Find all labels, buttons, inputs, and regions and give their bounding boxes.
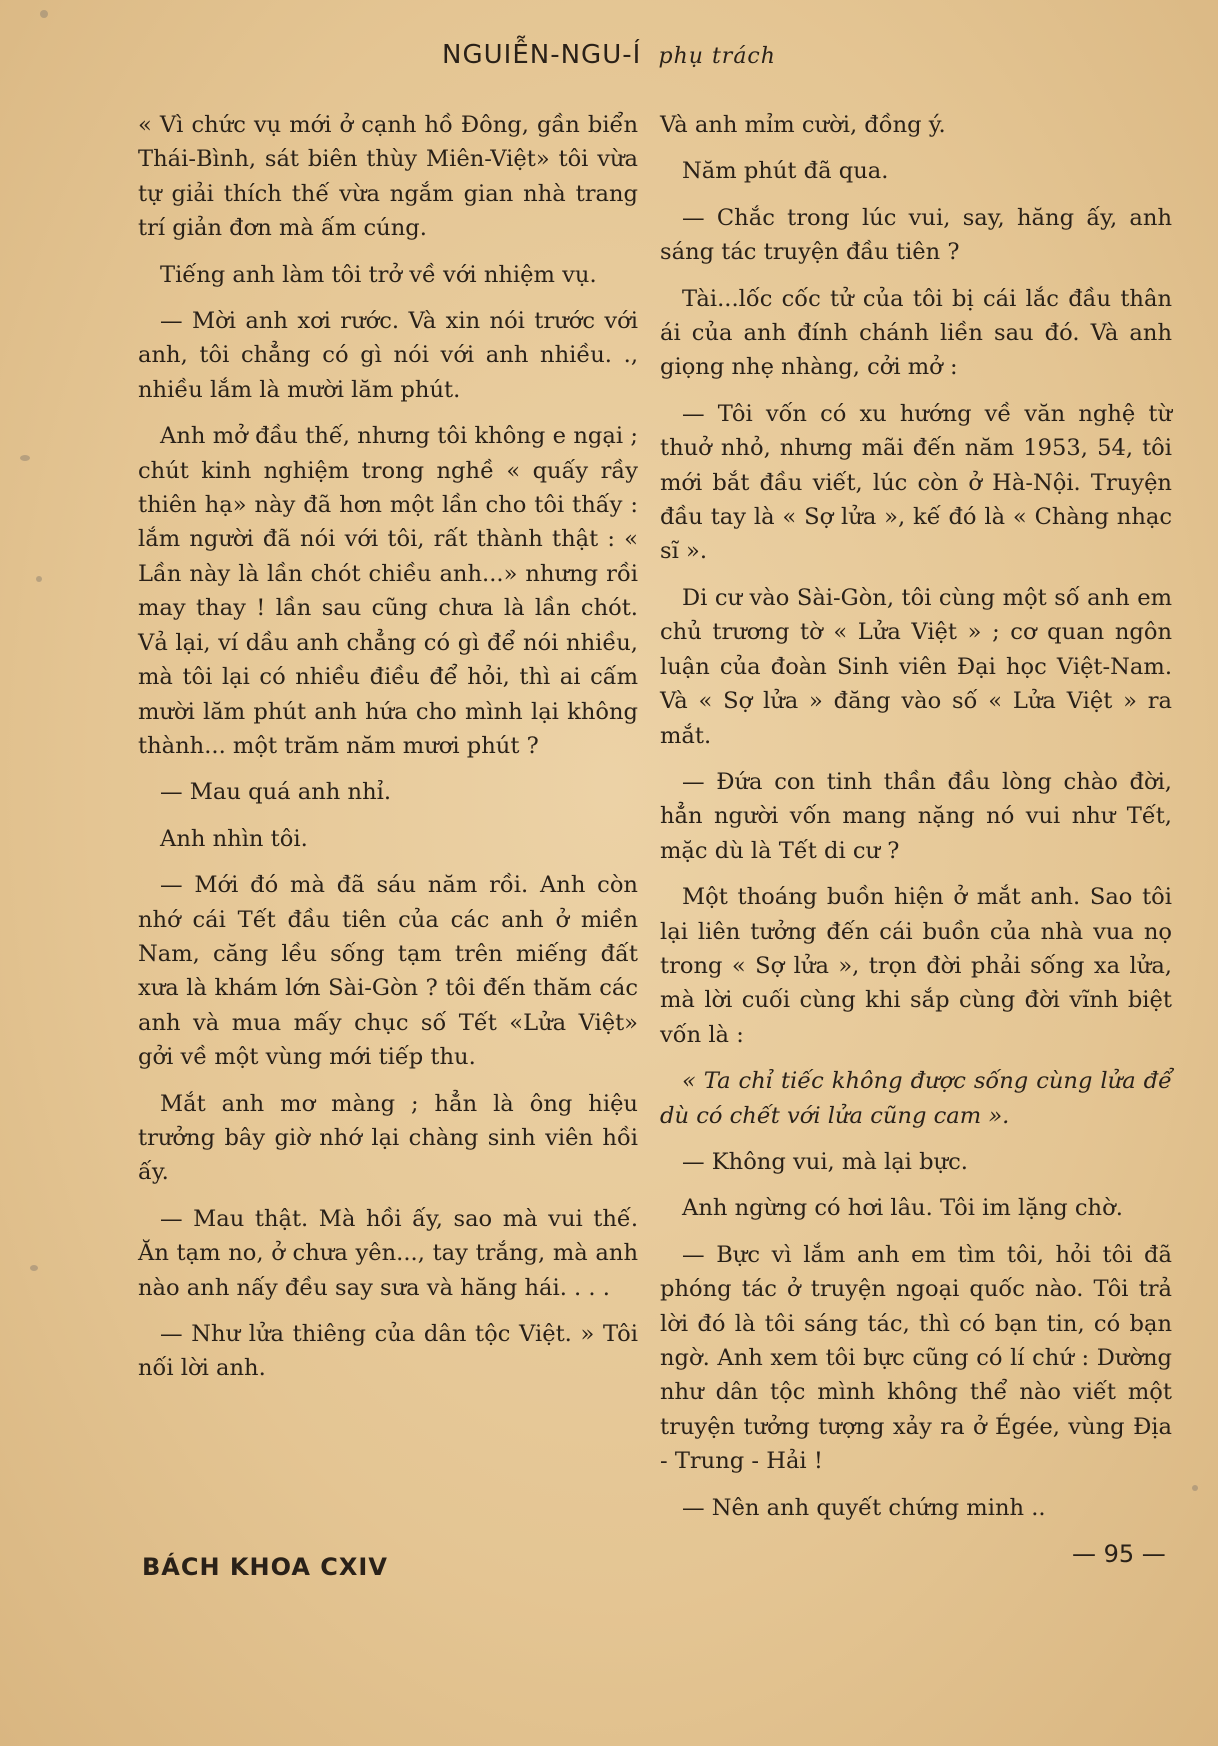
paragraph: Một thoáng buồn hiện ở mắt anh. Sao tôi lại liên tưởng đến cái buồn của nhà vua nọ trong « Sợ lửa », trọn đời phải sống xa lửa, mà lời cuối cùng khi sắp cùng đời vĩnh biệt vốn là : — [660, 884, 1172, 1048]
editor-role: phụ trách — [658, 44, 776, 69]
paragraph: Năm phút đã qua. — [682, 158, 889, 185]
paper-speck — [36, 576, 42, 582]
paragraph: — Đứa con tinh thần đầu lòng chào đời, hẳn người vốn mang nặng nó vui như Tết, mặc dù là Tết di cư ? — [660, 768, 1172, 864]
paragraph: Anh ngừng có hơi lâu. Tôi im lặng chờ. — [682, 1195, 1123, 1222]
paragraph: Tiếng anh làm tôi trở về với nhiệm vụ. — [160, 261, 597, 288]
paper-speck — [30, 1265, 38, 1271]
paragraph: — Mời anh xơi rước. Và xin nói trước với anh, tôi chẳng có gì nói với anh nhiều. ., nhiều lắm là mười lăm phút. — [138, 308, 638, 403]
paragraph: Di cư vào Sài-Gòn, tôi cùng một số anh em chủ trương tờ « Lửa Việt » ; cơ quan ngôn luận của đoàn Sinh viên Đại học Việt-Nam. Và « Sợ lửa » đăng vào số « Lửa Việt » ra mắt. — [660, 584, 1172, 749]
paragraph: « Vì chức vụ mới ở cạnh hồ Đông, gần biển Thái-Bình, sát biên thùy Miên-Việt» tôi vừa tự giải thích thế vừa ngắm gian nhà trang trí giản đơn mà ấm cúng. — [138, 112, 638, 242]
quoted-line: « Ta chỉ tiếc không được sống cùng lửa để dù có chết với lửa cũng cam ». — [660, 1068, 1172, 1129]
paper-speck — [40, 10, 48, 18]
right-column — [660, 108, 1172, 1537]
paragraph: — Chắc trong lúc vui, say, hăng ấy, anh sáng tác truyện đầu tiên ? — [660, 204, 1172, 266]
paper-speck — [1192, 1485, 1198, 1491]
page-header — [0, 40, 1218, 70]
paragraph: Anh mở đầu thế, nhưng tôi không e ngại ; chút kinh nghiệm trong nghề « quấy rầy thiên hạ» này đã hơn một lần cho tôi thấy : lắm người đã nói với tôi, rất thành thật : « Lần này là lần chót chiều anh...» nhưng rồi may thay ! lần sau cũng chưa là lần chót. Vả lại, ví dầu anh chẳng có gì để nói nhiều, mà tôi lại có nhiều điều để hỏi, thì ai cấm mười lăm phút anh hứa cho mình lại không thành... một trăm năm mươi phút ? — [138, 423, 638, 759]
left-column — [138, 108, 638, 1398]
paragraph: — Mau thật. Mà hồi ấy, sao mà vui thế. Ăn tạm no, ở chưa yên..., tay trắng, mà anh nào anh nấy đều say sưa và hăng hái. . . . — [138, 1205, 638, 1301]
paragraph: — Không vui, mà lại bực. — [682, 1148, 968, 1175]
page-number: — 95 — — [1072, 1540, 1166, 1568]
editor-name: NGUIỄN-NGU-Í — [442, 40, 642, 70]
paragraph: — Bực vì lắm anh em tìm tôi, hỏi tôi đã phóng tác ở truyện ngoại quốc nào. Tôi trả lời đó là tôi sáng tác, thì có bạn tin, có bạn ngờ. Anh xem tôi bực cũng có lí chứ : Dường như dân tộc mình không thể nào viết một truyện tưởng tượng xảy ra ở Égée, vùng Địa - Trung - Hải ! — [660, 1241, 1172, 1475]
paragraph: — Mau quá anh nhỉ. — [160, 779, 392, 806]
paragraph: Và anh mỉm cười, đồng ý. — [660, 112, 946, 138]
paragraph: Anh nhìn tôi. — [160, 825, 308, 852]
paper-speck — [20, 455, 30, 461]
paragraph: — Mới đó mà đã sáu năm rồi. Anh còn nhớ cái Tết đầu tiên của các anh ở miền Nam, căng lều sống tạm trên miếng đất xưa là khám lớn Sài-Gòn ? tôi đến thăm các anh và mua mấy chục số Tết «Lửa Việt» gởi về một vùng mới tiếp thu. — [138, 872, 638, 1071]
paragraph: Mắt anh mơ màng ; hẳn là ông hiệu trưởng bây giờ nhớ lại chàng sinh viên hồi ấy. — [138, 1090, 638, 1186]
paragraph: — Nên anh quyết chứng minh .. — [682, 1494, 1046, 1521]
paragraph: — Tôi vốn có xu hướng về văn nghệ từ thuở nhỏ, nhưng mãi đến năm 1953, 54, tôi mới bắt đầu viết, lúc còn ở Hà-Nội. Truyện đầu tay là « Sợ lửa », kế đó là « Chàng nhạc sĩ ». — [660, 400, 1172, 565]
paragraph: — Như lửa thiêng của dân tộc Việt. » Tôi nối lời anh. — [138, 1321, 638, 1382]
magazine-title: BÁCH KHOA CXIV — [142, 1553, 388, 1581]
paragraph: Tài...lốc cốc tử của tôi bị cái lắc đầu thân ái của anh đính chánh liền sau đó. Và anh giọng nhẹ nhàng, cởi mở : — [660, 285, 1172, 381]
